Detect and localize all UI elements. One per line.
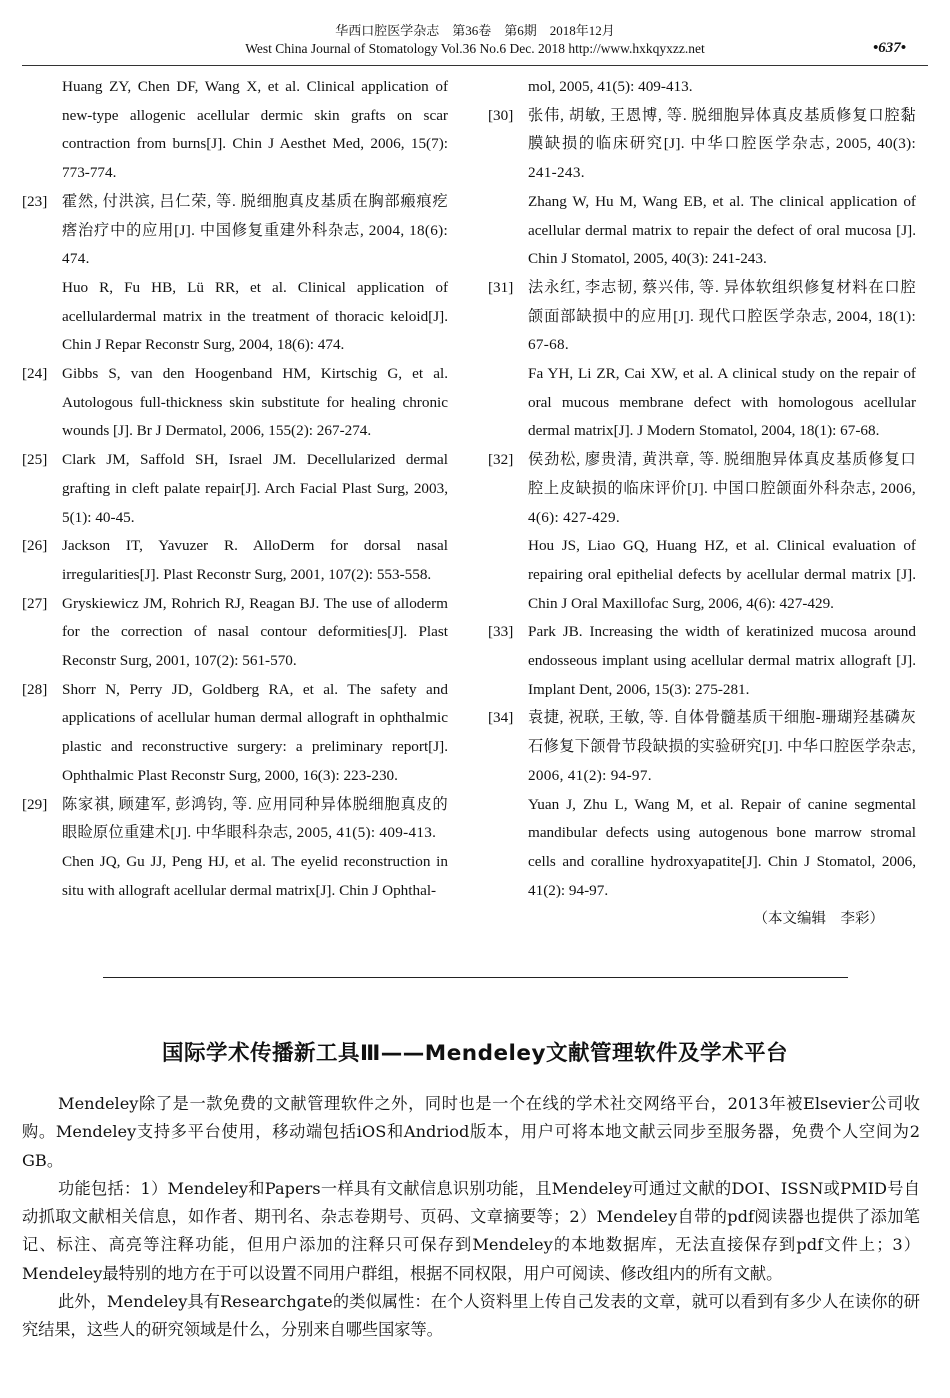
reference-text-en: Fa YH, Li ZR, Cai XW, et al. A clinical study on the repair of oral mucous membrane defect with homologous acellular dermal matrix[J]. J Modern Stomatol, 2004, 18(1): 67-68. (528, 365, 916, 440)
reference-text-en: Gryskiewicz JM, Rohrich RJ, Reagan BJ. The use of alloderm for the correction of nasal contour deformities[J]. Plast Reconstr Surg, 2001, 107(2): 561-570. (62, 594, 448, 670)
journal-header-en: West China Journal of Stomatology Vol.36 No.6 Dec. 2018 http://www.hxkqyxzz.net (245, 41, 705, 56)
reference-item (22, 446, 448, 532)
reference-text-cn: 张伟, 胡敏, 王恩博, 等. 脱细胞异体真皮基质修复口腔黏膜缺损的临床研究[J]. 中华口腔医学杂志, 2005, 40(3): 241-243. (528, 106, 916, 182)
reference-number: [29] (22, 795, 48, 813)
reference-item (488, 274, 916, 446)
reference-text-en: Zhang W, Hu M, Wang EB, et al. The clinical application of acellular dermal matrix to repair the defect of oral mucosa [J]. Chin J Stomatol, 2005, 40(3): 241-243. (528, 192, 916, 268)
reference-text-en: Park JB. Increasing the width of keratinized mucosa around endosseous implant using acellular dermal matrix allograft [J]. Implant Dent, 2006, 15(3): 275-281. (528, 623, 916, 698)
references-right-column (488, 73, 916, 934)
reference-text-en: Jackson IT, Yavuzer R. AlloDerm for dorsal nasal irregularities[J]. Plast Reconstr Surg, 2001, 107(2): 553-558. (62, 537, 448, 583)
reference-text-en: Hou JS, Liao GQ, Huang HZ, et al. Clinical evaluation of repairing oral epithelial defects by acellular dermal matrix [J]. Chin J Oral Maxillofac Surg, 2006, 4(6): 427-429. (528, 537, 916, 612)
header-rule (22, 65, 928, 66)
reference-text-en: Yuan J, Zhu L, Wang M, et al. Repair of canine segmental mandibular defects using autogenous bone marrow stromal cells and coralline hydroxyapatite[J]. Chin J Stomatol, 2006, 41(2): 94-97. (528, 795, 916, 899)
reference-item (488, 102, 916, 274)
reference-item (22, 590, 448, 676)
reference-item (488, 446, 916, 618)
reference-text-en: mol, 2005, 41(5): 409-413. (528, 78, 693, 95)
reference-number: [23] (22, 192, 48, 210)
reference-item (22, 532, 448, 589)
reference-text-cn: 霍然, 付洪滨, 吕仁荣, 等. 脱细胞真皮基质在胸部瘢痕疙瘩治疗中的应用[J]. 中国修复重建外科杂志, 2004, 18(6): 474. (62, 192, 448, 268)
reference-text-en: Huang ZY, Chen DF, Wang X, et al. Clinical application of new-type allogenic acellular dermic skin grafts on scar contraction from burns[J]. Chin J Aesthet Med, 2006, 15(7): 773-774. (62, 78, 448, 182)
reference-item (22, 676, 448, 791)
reference-number: [33] (488, 623, 514, 641)
article-paragraph: Mendeley除了是一款免费的文献管理软件之外，同时也是一个在线的学术社交网络平台，2013年被Elsevier公司收购。Mendeley支持多平台使用，移动端包括iOS和Andriod版本，用户可将本地文献云同步至服务器，免费个人空间为2 GB。 (22, 1094, 920, 1170)
reference-number: [28] (22, 680, 48, 698)
reference-number: [24] (22, 365, 48, 383)
reference-item (22, 360, 448, 446)
reference-number: [31] (488, 278, 514, 296)
reference-text-en: Huo R, Fu HB, Lü RR, et al. Clinical application of acellulardermal matrix in the treatment of thoracic keloid[J]. Chin J Repar Reconstr Surg, 2004, 18(6): 474. (62, 278, 448, 354)
reference-text-en: Gibbs S, van den Hoogenband HM, Kirtschig G, et al. Autologous full-thickness skin substitute for healing chronic wounds [J]. Br J Dermatol, 2006, 155(2): 267-274. (62, 365, 448, 440)
reference-number: [27] (22, 594, 48, 612)
article-title: 国际学术传播新工具Ⅲ——Mendeley文献管理软件及学术平台 (161, 1041, 789, 1066)
reference-item (488, 73, 916, 102)
references-left-column (22, 73, 448, 905)
reference-text-en: Clark JM, Saffold SH, Israel JM. Decellularized dermal grafting in cleft palate repair[J]. Arch Facial Plast Surg, 2003, 5(1): 40-45. (62, 451, 448, 526)
reference-item (488, 704, 916, 905)
reference-text-cn: 陈家祺, 顾建军, 彭鸿钧, 等. 应用同种异体脱细胞真皮的眼睑原位重建术[J]. 中华眼科杂志, 2005, 41(5): 409-413. (62, 795, 448, 842)
reference-text-en: Chen JQ, Gu JJ, Peng HJ, et al. The eyelid reconstruction in situ with allograft acellular dermal matrix[J]. Chin J Ophthal- (62, 852, 448, 899)
reference-text-en: Shorr N, Perry JD, Goldberg RA, et al. The safety and applications of acellular human dermal allograft in ophthalmic plastic and reconstructive surgery: a preliminary report[J]. Ophthalmic Plast Reconstr Surg, 2000, 16(3): 223-230. (62, 680, 448, 784)
article-paragraph: 功能包括：1）Mendeley和Papers一样具有文献信息识别功能，且Mendeley可通过文献的DOI、ISSN或PMID号自动抓取文献相关信息，如作者、期刊名、杂志卷期号、页码、文章摘要等；2）Mendeley自带的pdf阅读器也提供了添加笔记、标注、高亮等注释功能，但用户添加的注释只可保存到Mendeley的本地数据库，无法直接保存到pdf文件上；3）Mendeley最特别的地方在于可以设置不同用户群组，根据不同权限，用户可阅读、修改组内的所有文献。 (22, 1178, 920, 1283)
references-right-list (488, 73, 916, 905)
reference-item (488, 618, 916, 704)
running-header (0, 22, 950, 58)
article-paragraph: 此外，Mendeley具有Researchgate的类似属性：在个人资料里上传自己发表的文章，就可以看到有多少人在读你的研究结果，这些人的研究领域是什么，分别来自哪些国家等。 (22, 1292, 920, 1340)
reference-number: [26] (22, 537, 48, 555)
section-separator (103, 977, 848, 978)
reference-text-cn: 法永红, 李志韧, 蔡兴伟, 等. 异体软组织修复材料在口腔颌面部缺损中的应用[J]. 现代口腔医学杂志, 2004, 18(1): 67-68. (528, 278, 916, 354)
reference-number: [34] (488, 709, 514, 727)
article-body (22, 1090, 920, 1345)
reference-item (22, 73, 448, 188)
reference-text-cn: 袁捷, 祝联, 王敏, 等. 自体骨髓基质干细胞-珊瑚羟基磷灰石修复下颌骨节段缺损的实验研究[J]. 中华口腔医学杂志, 2006, 41(2): 94-97. (528, 709, 916, 784)
reference-text-cn: 侯劲松, 廖贵清, 黄洪章, 等. 脱细胞异体真皮基质修复口腔上皮缺损的临床评价[J]. 中国口腔颌面外科杂志, 2006, 4(6): 427-429. (528, 451, 916, 526)
reference-number: [25] (22, 451, 48, 469)
editor-note: （本文编辑 李彩） (753, 911, 884, 928)
page-number: •637• (872, 40, 906, 56)
reference-item (22, 188, 448, 360)
journal-header-cn: 华西口腔医学杂志 第36卷 第6期 2018年12月 (335, 23, 615, 38)
reference-number: [30] (488, 106, 514, 124)
reference-number: [32] (488, 451, 514, 469)
reference-item (22, 791, 448, 906)
